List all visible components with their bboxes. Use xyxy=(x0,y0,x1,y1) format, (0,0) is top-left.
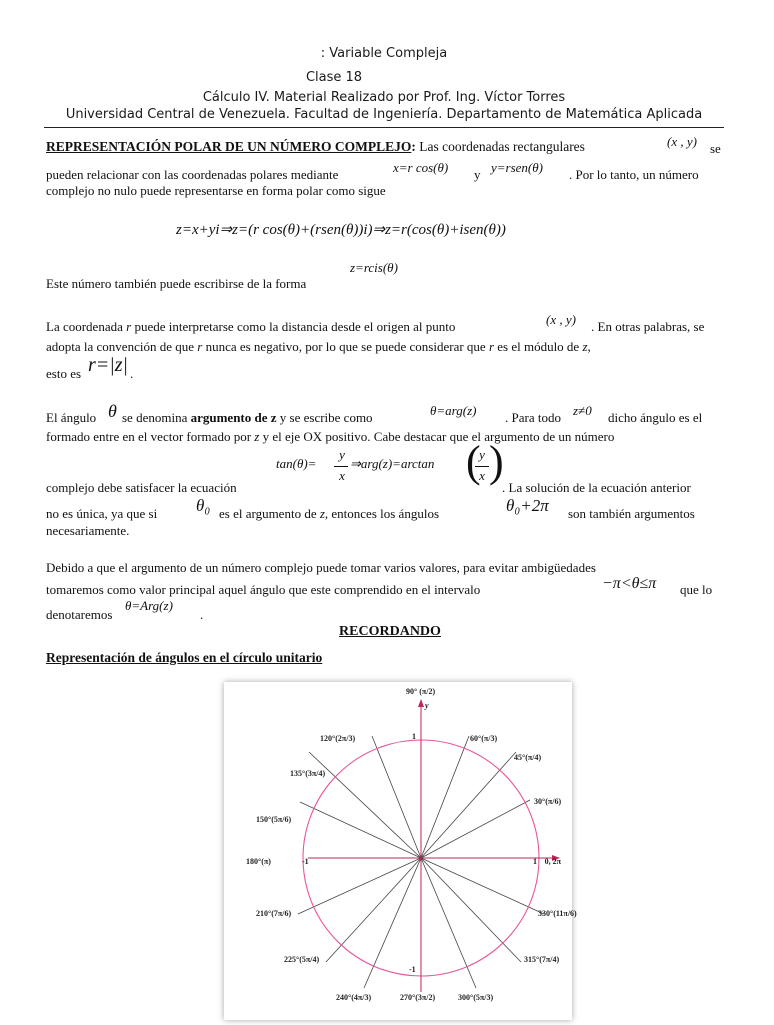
header-author: Cálculo IV. Material Realizado por Prof. Ing. Víctor Torres xyxy=(202,90,566,105)
p3-r3: r xyxy=(488,339,494,354)
p3-l1b: puede interpretarse como la distancia desde el origen al punto xyxy=(131,319,456,334)
label-210: 210°(7π/6) xyxy=(256,909,292,918)
eq-arg: θ=arg(z) xyxy=(430,403,477,418)
label-300: 300°(5π/3) xyxy=(458,993,494,1002)
p4-line4mid xyxy=(219,506,439,522)
p4-l1b: se denomina xyxy=(122,410,191,425)
p3-l2b: nunca es negativo, por lo que se puede considerar que xyxy=(202,339,489,354)
p3-eq-xy: (x , y) xyxy=(546,312,576,327)
unit-circle-figure xyxy=(224,682,577,1020)
label-225: 225°(5π/4) xyxy=(284,955,320,964)
header-subject: : Variable Compleja xyxy=(320,46,448,61)
label-0: 0, 2π xyxy=(544,857,561,866)
eq-2pi: θ₀+2π xyxy=(506,496,549,515)
y-axis-label: y xyxy=(425,701,429,710)
frac1-bar xyxy=(334,466,348,467)
eq-neq: z≠0 xyxy=(573,403,592,418)
frac2-bar xyxy=(475,466,489,467)
p3-l3b: . xyxy=(130,366,134,381)
tick-neg1-bottom: -1 xyxy=(409,965,416,974)
ray-315 xyxy=(421,858,521,962)
p3-r2: r xyxy=(197,339,203,354)
p4-l3b: . La solución de la ecuación anterior xyxy=(502,480,691,495)
label-90: 90° (π/2) xyxy=(406,687,436,696)
frac1-den: x xyxy=(339,468,345,483)
tick-1-top: 1 xyxy=(412,732,416,741)
eq-interval: −π<θ≤π xyxy=(602,575,657,592)
p3-l2a: adopta la convención de que xyxy=(46,339,198,354)
p4-l4d: son también argumentos xyxy=(568,506,695,521)
heading-colon: : xyxy=(411,139,416,154)
ray-45 xyxy=(421,752,516,858)
p4-z2: z xyxy=(319,506,325,521)
ray-60 xyxy=(421,736,469,858)
p4-l4a: no es única, ya que si xyxy=(46,506,158,521)
eq-x-rcos: x=r cos(θ) xyxy=(393,160,449,175)
p1-se: se xyxy=(710,141,721,156)
p1-text: Las coordenadas rectangulares xyxy=(415,139,585,154)
p4-z: z xyxy=(254,429,260,444)
p5-l3b: . xyxy=(200,607,204,622)
p2-text: Este número también puede escribirse de la forma xyxy=(46,276,307,291)
p1-line2b: . Por lo tanto, un número xyxy=(569,167,699,182)
p3-l1c: . En otras palabras, se xyxy=(591,319,705,334)
ray-120 xyxy=(372,736,421,858)
header-institution: Universidad Central de Venezuela. Facultad de Ingeniería. Departamento de Matemática Aplicada xyxy=(65,107,703,122)
header-rule xyxy=(44,127,724,128)
y-arrow-icon xyxy=(418,699,424,707)
label-30: 30°(π/6) xyxy=(534,797,562,806)
p1-line2a: pueden relacionar con las coordenadas polares mediante xyxy=(46,167,339,182)
p3-z: z xyxy=(582,339,588,354)
p5-l2b: que lo xyxy=(680,582,713,597)
tick-neg1-left: -1 xyxy=(302,857,309,866)
ray-330 xyxy=(421,858,544,914)
label-135: 135°(3π/4) xyxy=(290,769,326,778)
ray-30 xyxy=(421,800,530,858)
label-240: 240°(4π/3) xyxy=(336,993,372,1002)
p4-l3a: complejo debe satisfacer la ecuación xyxy=(46,480,237,495)
p4-theta: θ xyxy=(108,401,117,421)
p4-l5: necesariamente. xyxy=(46,523,130,538)
ray-210 xyxy=(298,858,421,914)
p1-line3: complejo no nulo puede representarse en forma polar como sigue xyxy=(46,183,386,198)
recordando-heading: RECORDANDO xyxy=(339,624,441,639)
tick-1-right: 1 xyxy=(533,857,537,866)
paren-right: ) xyxy=(489,437,504,486)
eq-tan: tan(θ)= xyxy=(276,456,317,471)
p4-l2a: formado entre en el vector formado por xyxy=(46,429,255,444)
p4-theta0: θ₀ xyxy=(196,496,211,515)
main-equation: z=x+yi⇒z=(r cos(θ)+(rsen(θ))i)⇒z=r(cos(θ)+isen(θ)) xyxy=(176,222,506,238)
p1-y-word: y xyxy=(474,167,481,182)
eq-rcis: z=rcis(θ) xyxy=(350,260,398,275)
p4-l4c: , entonces los ángulos xyxy=(324,506,439,521)
p3-line2 xyxy=(46,339,591,355)
frac1-num: y xyxy=(339,447,345,462)
label-60: 60°(π/3) xyxy=(470,734,498,743)
eq-Arg: θ=Arg(z) xyxy=(125,598,173,613)
label-120: 120°(2π/3) xyxy=(320,734,356,743)
label-330: 330°(11π/6) xyxy=(538,909,577,918)
ray-300 xyxy=(421,858,476,988)
ray-135 xyxy=(309,752,421,858)
p4-l4b: es el argumento de xyxy=(219,506,320,521)
p3-l2c: es el módulo de xyxy=(494,339,583,354)
label-45: 45°(π/4) xyxy=(514,753,542,762)
p5-l3a: denotaremos xyxy=(46,607,113,622)
frac2-den: x xyxy=(479,468,485,483)
paren-left: ( xyxy=(466,437,481,486)
p5-l2a: tomaremos como valor principal aquel ángulo que este comprendido en el intervalo xyxy=(46,582,481,597)
section-heading xyxy=(46,139,585,155)
header-class: Clase 18 xyxy=(305,70,363,85)
ray-150 xyxy=(300,802,421,858)
p3-eq-modulus: r=|z| xyxy=(88,354,129,376)
unit-circle-svg xyxy=(224,682,577,1020)
label-270: 270°(3π/2) xyxy=(400,993,436,1002)
p5-l1: Debido a que el argumento de un número complejo puede tomar varios valores, para evitar ambigüedades xyxy=(46,560,596,575)
label-150: 150°(5π/6) xyxy=(256,815,292,824)
frac2-num: y xyxy=(479,447,485,462)
p3-l2d: , xyxy=(587,339,591,354)
p4-l2b: y el eje OX positivo. Cabe destacar que el argumento de un número xyxy=(259,429,615,444)
eq-xy: (x , y) xyxy=(667,134,697,149)
eq-arctan: ⇒arg(z)=arctan xyxy=(350,456,435,471)
p3-l1a: La coordenada xyxy=(46,319,127,334)
p3-line1 xyxy=(46,319,455,335)
p4-l1a: El ángulo xyxy=(46,410,97,425)
ray-225 xyxy=(326,858,421,962)
p4-l1d: . Para todo xyxy=(505,410,561,425)
label-315: 315°(7π/4) xyxy=(524,955,560,964)
p3-r: r xyxy=(126,319,132,334)
p4-l1c: y se escribe como xyxy=(276,410,373,425)
label-180: 180°(π) xyxy=(246,857,271,866)
p3-l3a: esto es xyxy=(46,366,82,381)
heading-text: REPRESENTACIÓN POLAR DE UN NÚMERO COMPLEJO xyxy=(46,139,412,154)
p4-bold: argumento de z xyxy=(190,410,277,425)
p4-l1e: dicho ángulo es el xyxy=(608,410,703,425)
p4-line2 xyxy=(46,429,614,445)
subheading: Representación de ángulos en el círculo unitario xyxy=(46,650,323,665)
eq-y-rsen: y=rsen(θ) xyxy=(491,160,543,175)
p4-line1mid xyxy=(122,410,373,426)
